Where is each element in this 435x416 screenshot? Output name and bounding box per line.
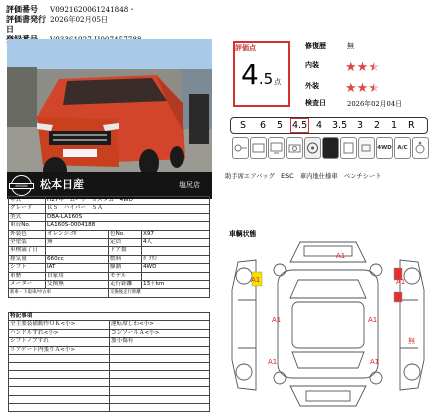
- spec-value: 4人: [142, 239, 210, 247]
- red-panel-mark: [394, 292, 402, 302]
- rating-label: 外装: [305, 82, 319, 90]
- feature-right: コンソールＡ<小>: [110, 329, 210, 337]
- spec-label: 車台No.: [9, 222, 46, 230]
- sunroof-icon: [340, 137, 357, 159]
- feature-left: [9, 387, 110, 395]
- feature-left: ハンドルすれ<小>: [9, 329, 110, 337]
- feature-right: [110, 363, 210, 371]
- grade-item: 2: [374, 120, 381, 131]
- score-main: 4: [241, 58, 259, 91]
- spec-table: [8, 196, 210, 298]
- feature-right: [110, 387, 210, 395]
- spec-value: ｶﾞｿﾘﾝ: [142, 255, 210, 263]
- inspection-date: 2026年02月04日: [347, 100, 402, 108]
- damage-mark: A1: [272, 316, 282, 324]
- dealer-banner: [7, 172, 212, 199]
- grade-item: 4: [316, 120, 323, 131]
- ac-icon: A/C: [394, 137, 411, 159]
- wheelchair-icon: [412, 137, 429, 159]
- car-diagram: [228, 240, 428, 410]
- feature-right: [110, 395, 210, 403]
- grade-item: 6: [260, 120, 267, 131]
- spec-label: モデル: [109, 272, 142, 280]
- grade-item: 1: [391, 120, 398, 131]
- tv-icon: [268, 137, 285, 159]
- interior-stars: [345, 56, 380, 75]
- spec-value: 交換無: [46, 281, 109, 289]
- grade-item: R: [408, 120, 415, 131]
- grade-scale: [230, 117, 428, 134]
- awd-icon: 4WD: [376, 137, 393, 159]
- navi-icon: [250, 137, 267, 159]
- features-table: [8, 312, 210, 412]
- damage-mark: A1: [370, 358, 380, 366]
- options-text: 助手席エアバッグ ESC 車内地仕様車 ベンチシート: [225, 173, 382, 180]
- spec-value: H27年 ムーヴ カスタム 4WD: [46, 197, 210, 205]
- spec-note: 新車・下取車/中古車: [9, 289, 109, 297]
- spec-value: [142, 247, 210, 255]
- spec-label: グレード: [9, 205, 46, 213]
- spec-label: 年式: [9, 197, 46, 205]
- spec-label: メーター: [9, 281, 46, 289]
- spec-label: 全塗装: [9, 239, 46, 247]
- leather-icon: [322, 137, 339, 159]
- spec-value: LA160S-0004188: [46, 222, 210, 230]
- star-full-icon: ★: [356, 81, 369, 96]
- star-half-icon: ★: [368, 81, 380, 96]
- feature-right: [110, 346, 210, 354]
- feature-right: 運転席しわ<小>: [110, 321, 210, 329]
- feature-right: [110, 371, 210, 379]
- star-half-icon: ★: [368, 60, 380, 75]
- spec-label: 車検満了日: [9, 247, 46, 255]
- feature-left: 全主要装備動作ＯＫ<小>: [9, 321, 110, 329]
- battery-icon: [358, 137, 375, 159]
- damage-mark: A1: [368, 316, 378, 324]
- camera-icon: [286, 137, 303, 159]
- spec-label: 色No.: [109, 230, 142, 238]
- spec-label: シフト: [9, 264, 46, 272]
- spec-label: ドア数: [109, 247, 142, 255]
- spec-label: 排気量: [9, 255, 46, 263]
- spec-label: 定員: [109, 239, 142, 247]
- spec-value: [46, 247, 109, 255]
- damage-mark: A1: [268, 358, 278, 366]
- feature-right: [110, 403, 210, 411]
- issue-date-row: [6, 15, 206, 35]
- spec-label: 外装色: [9, 230, 46, 238]
- spec-value: 自家用: [46, 272, 109, 280]
- header-label: 評価番号: [6, 5, 38, 14]
- damage-mark: A1: [251, 276, 261, 284]
- spec-value: [142, 272, 210, 280]
- exterior-stars: [345, 77, 380, 96]
- feature-left: [9, 355, 110, 363]
- spec-value: ＲＳ ハイパー ＳＡ: [46, 205, 210, 213]
- spec-value: 4WD: [142, 264, 210, 272]
- damage-mark: A1: [396, 278, 406, 286]
- feature-left: [9, 395, 110, 403]
- star-full-icon: ★: [356, 60, 369, 75]
- nissan-logo-bar: NISSAN: [9, 183, 34, 189]
- spec-value: X97: [142, 230, 210, 238]
- equipment-icons: [232, 137, 428, 162]
- feature-right: [110, 379, 210, 387]
- features-header: 特記事項: [9, 313, 210, 321]
- score-label: 評価点: [235, 44, 256, 52]
- feature-left: [9, 371, 110, 379]
- spec-value: 無: [46, 239, 109, 247]
- score-decimal: .5: [258, 70, 274, 88]
- car-diagram-title: 車輌状態: [229, 230, 257, 238]
- evaluation-number-row: [6, 5, 206, 15]
- grade-item: 5: [277, 120, 284, 131]
- star-full-icon: ★: [345, 81, 357, 96]
- score-value: [241, 58, 281, 99]
- wheel-icon: [304, 137, 321, 159]
- score-unit: 点: [274, 78, 282, 86]
- spec-label: 燃料: [109, 255, 142, 263]
- dealer-name: 松本日産: [40, 178, 84, 191]
- header-label: 評価書発行日: [6, 15, 46, 34]
- diagram-note: 無: [408, 337, 415, 345]
- spec-value: 13千km: [142, 281, 210, 289]
- rating-value: 無: [347, 42, 354, 50]
- rating-label: 内装: [305, 61, 319, 69]
- feature-left: シフトノブすれ: [9, 338, 110, 346]
- grade-item-selected: 4.5: [292, 120, 308, 131]
- grade-item: 3.5: [332, 120, 348, 131]
- spec-label: 駆動: [109, 264, 142, 272]
- key-icon: [232, 137, 249, 159]
- spec-label: 車歴: [9, 272, 46, 280]
- spec-value: DBA-LA160S: [46, 213, 210, 221]
- feature-left: [9, 403, 110, 411]
- feature-right: [110, 355, 210, 363]
- spec-value: オレンジ:ｸﾛ: [46, 230, 109, 238]
- feature-left: [9, 379, 110, 387]
- spec-value: 660cc: [46, 255, 109, 263]
- spec-label: 走行距離: [109, 281, 142, 289]
- spec-value: IAT: [46, 264, 109, 272]
- rating-label: 修復歴: [305, 42, 326, 50]
- rating-label: 検査日: [305, 99, 326, 107]
- damage-mark: A1: [336, 252, 346, 260]
- header-value: V0921620061241848・: [50, 5, 136, 14]
- score-box: [233, 41, 290, 107]
- feature-left: [9, 363, 110, 371]
- grade-item: 3: [357, 120, 364, 131]
- spec-label: 型式: [9, 213, 46, 221]
- grade-item: S: [240, 120, 247, 131]
- dealer-branch: 塩尻店: [179, 181, 200, 189]
- header-value: 2026年02月05日: [50, 15, 109, 24]
- star-full-icon: ★: [345, 60, 357, 75]
- feature-right: 加小傷有: [110, 338, 210, 346]
- feature-left: リアゲート内張りＡ<小>: [9, 346, 110, 354]
- spec-note: 交換後走行距離: [109, 289, 210, 297]
